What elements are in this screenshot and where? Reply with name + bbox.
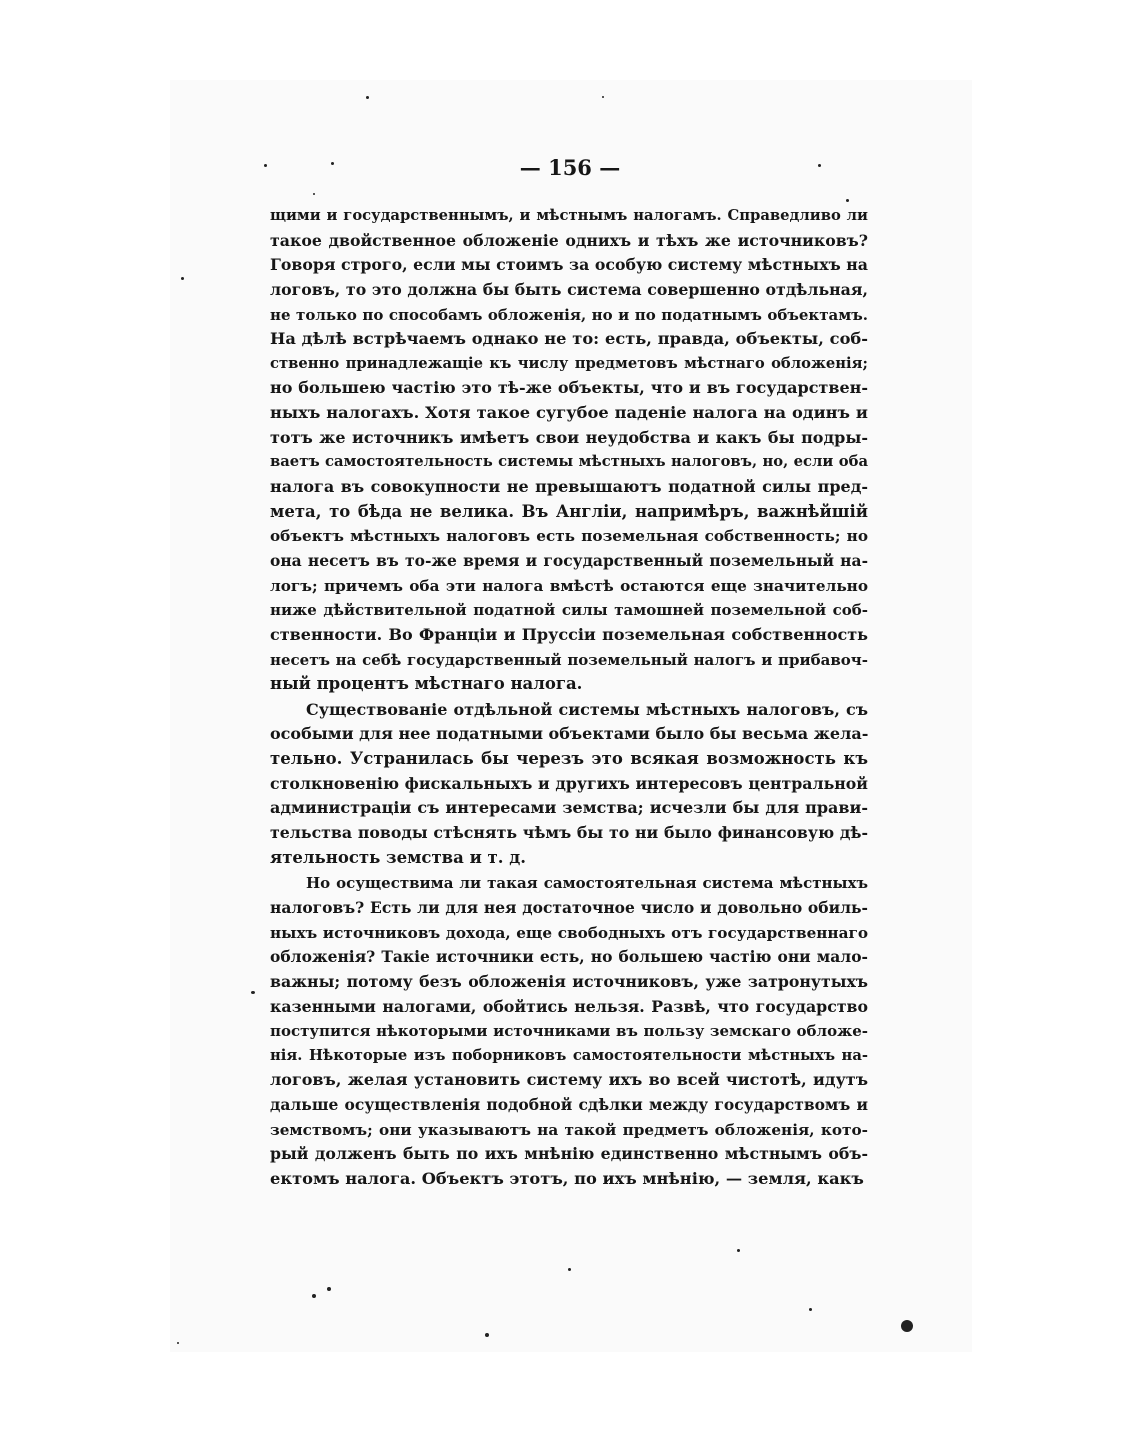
text-line: Но осуществима ли такая самостоятельная система мѣстныхъ xyxy=(306,874,868,893)
text-line: администраціи съ интересами земства; исчезли бы для прави- xyxy=(270,798,868,818)
text-line: дальше осуществленія подобной сдѣлки между государствомъ и xyxy=(270,1095,868,1115)
text-line: ныхъ налогахъ. Хотя такое сугубое паденіе налога на одинъ и xyxy=(270,403,868,423)
body-text xyxy=(270,204,868,1192)
text-line: ныхъ источниковъ дохода, еще свободныхъ отъ государственнаго xyxy=(270,923,868,942)
text-line: налога въ совокупности не превышаютъ податной силы пред- xyxy=(270,477,868,497)
text-line: особыми для нее податными объектами было бы весьма жела- xyxy=(270,724,868,744)
text-line: щими и государственнымъ, и мѣстнымъ налогамъ. Справедливо ли xyxy=(270,207,868,224)
text-line: поступится нѣкоторыми источниками въ пользу земскаго обложе- xyxy=(270,1022,868,1041)
text-line: такое двойственное обложеніе однихъ и тѣхъ же источниковъ? xyxy=(270,230,868,250)
text-line: ственности. Во Франціи и Пруссіи поземельная собственность xyxy=(270,624,868,644)
ink-speck xyxy=(818,164,821,167)
ink-speck xyxy=(327,1287,331,1291)
text-line: Существованіе отдѣльной системы мѣстныхъ налоговъ, съ xyxy=(306,699,868,719)
text-line: земствомъ; они указываютъ на такой предметъ обложенія, кото- xyxy=(270,1120,868,1139)
text-line: ный процентъ мѣстнаго налога. xyxy=(270,674,583,694)
text-line: но большею частію это тѣ-же объекты, что и въ государствен- xyxy=(270,378,868,398)
text-line: На дѣлѣ встрѣчаемъ однако не то: есть, правда, объекты, соб- xyxy=(270,329,868,349)
text-line: ваетъ самостоятельность системы мѣстныхъ налоговъ, но, если оба xyxy=(270,453,868,471)
page-number: — 156 — xyxy=(519,155,621,180)
ink-speck xyxy=(177,1342,179,1344)
text-line: логъ; причемъ оба эти налога вмѣстѣ остаются еще значительно xyxy=(270,576,868,595)
text-line: логовъ, то это должна бы быть система совершенно отдѣльная, xyxy=(270,279,868,299)
text-line: Говоря строго, если мы стоимъ за особую систему мѣстныхъ на xyxy=(270,255,868,275)
ink-speck xyxy=(602,96,604,98)
ink-speck xyxy=(846,199,849,202)
text-line: не только по способамъ обложенія, но и по податнымъ объектамъ. xyxy=(270,305,868,324)
text-line: нія. Нѣкоторые изъ поборниковъ самостоятельности мѣстныхъ на- xyxy=(270,1046,868,1064)
ink-speck xyxy=(331,162,334,165)
text-line: тельства поводы стѣснять чѣмъ бы то ни было финансовую дѣ- xyxy=(270,823,868,843)
ink-speck xyxy=(181,277,184,280)
text-line: ниже дѣйствительной податной силы тамошней поземельной соб- xyxy=(270,601,868,620)
text-line: она несетъ въ то-же время и государственный поземельный на- xyxy=(270,550,868,570)
ink-speck xyxy=(737,1249,740,1252)
ink-speck xyxy=(313,193,315,195)
paragraph-3 xyxy=(270,871,868,1191)
text-line: логовъ, желая установить систему ихъ во всей чистотѣ, идутъ xyxy=(270,1070,868,1090)
text-line: тельно. Устранилась бы черезъ это всякая возможность къ xyxy=(270,749,868,769)
text-line: ственно принадлежащіе къ числу предметовъ мѣстнаго обложенія; xyxy=(270,354,868,372)
ink-speck xyxy=(251,991,255,994)
ink-speck xyxy=(901,1320,913,1332)
text-line: ятельность земства и т. д. xyxy=(270,847,527,867)
ink-speck xyxy=(366,96,369,99)
ink-speck xyxy=(568,1268,571,1271)
text-line: налоговъ? Есть ли для нея достаточное число и довольно обиль- xyxy=(270,897,868,917)
ink-speck xyxy=(809,1308,812,1311)
text-line: рый долженъ быть по ихъ мнѣнію единственно мѣстнымъ объ- xyxy=(270,1144,868,1164)
text-line: тотъ же источникъ имѣетъ свои неудобства и какъ бы подры- xyxy=(270,427,868,447)
paragraph-1 xyxy=(270,204,868,697)
text-line: мета, то бѣда не велика. Въ Англіи, напримѣръ, важнѣйшій xyxy=(270,501,868,521)
text-line: ектомъ налога. Объектъ этотъ, по ихъ мнѣнію, — земля, какъ xyxy=(270,1168,864,1188)
text-line: важны; потому безъ обложенія источниковъ, уже затронутыхъ xyxy=(270,971,868,991)
paragraph-2 xyxy=(270,698,868,870)
ink-speck xyxy=(485,1333,489,1337)
text-line: несетъ на себѣ государственный поземельный налогъ и прибавоч- xyxy=(270,650,868,669)
text-line: столкновенію фискальныхъ и другихъ интересовъ центральной xyxy=(270,773,868,793)
text-line: казенными налогами, обойтись нельзя. Развѣ, что государство xyxy=(270,996,868,1016)
text-line: объектъ мѣстныхъ налоговъ есть поземельная собственность; но xyxy=(270,527,868,546)
text-line: обложенія? Такіе источники есть, но большею частію они мало- xyxy=(270,947,868,967)
ink-speck xyxy=(264,164,267,167)
ink-speck xyxy=(312,1294,316,1298)
